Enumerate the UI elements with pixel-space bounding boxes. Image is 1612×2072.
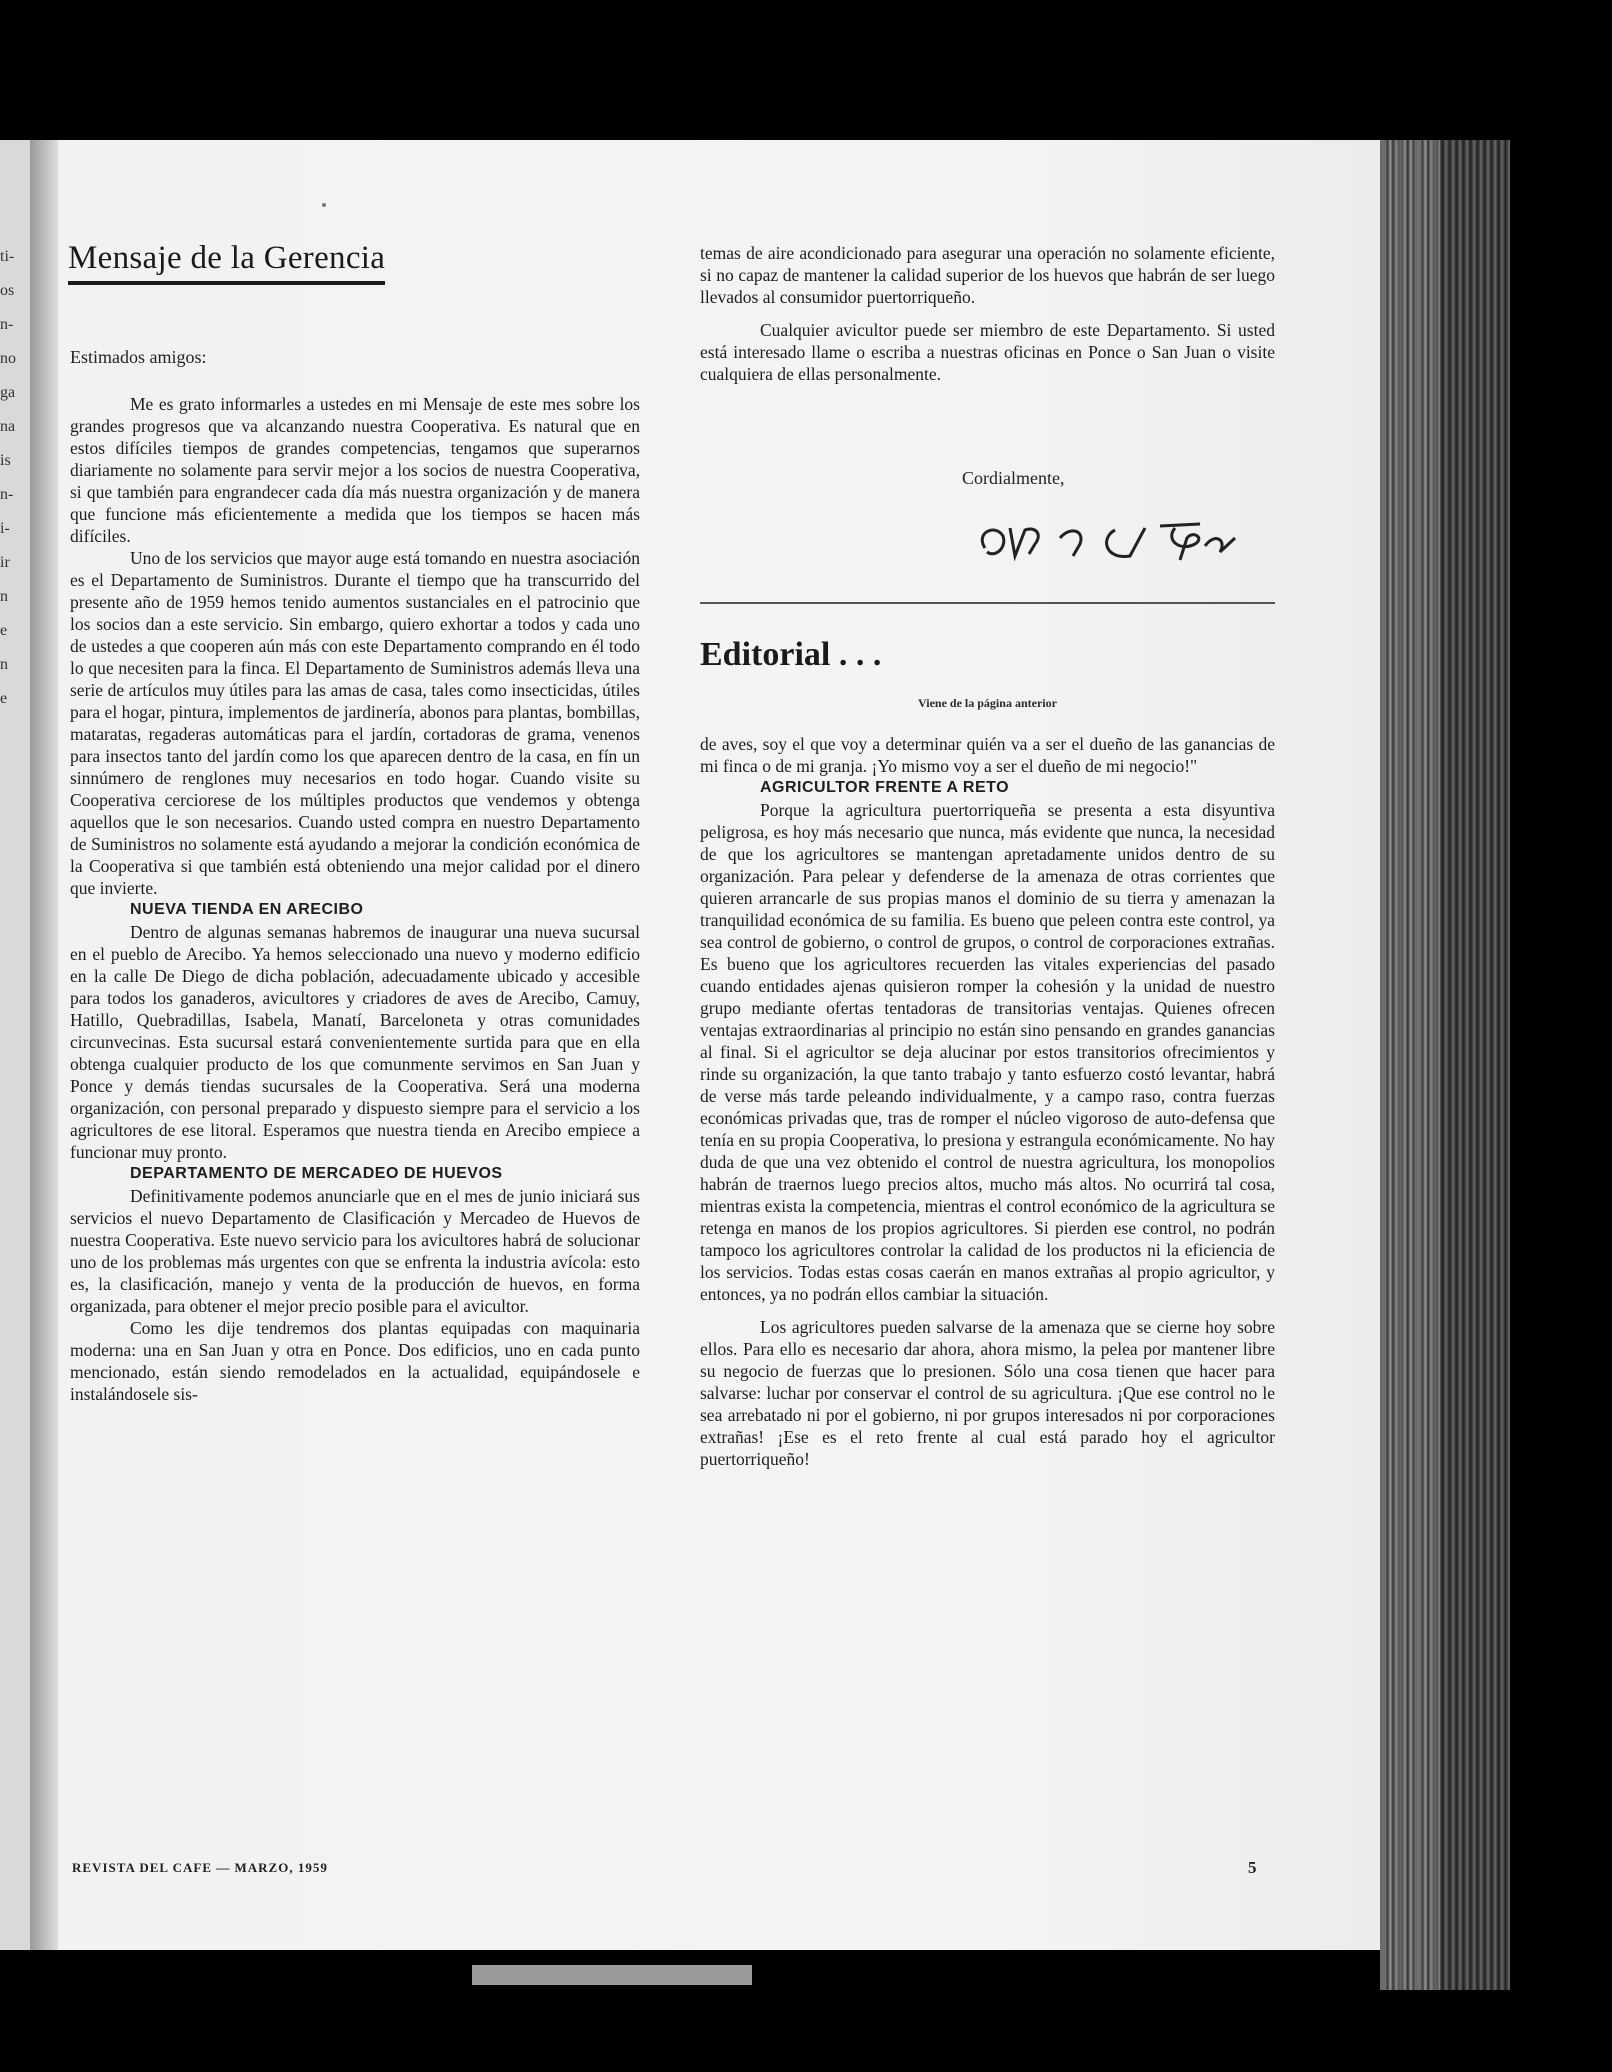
continued-note: Viene de la página anterior [918, 696, 1057, 710]
fragment: e [0, 622, 8, 639]
bottom-tab [472, 1965, 752, 1985]
fragment: n- [0, 316, 14, 333]
section-heading-agricultor-reto: AGRICULTOR FRENTE A RETO [760, 779, 1010, 796]
paragraph: Los agricultores pueden salvarse de la amenaza que se cierne hoy sobre ellos. Para ello es necesario dar ahora, ahora mismo, la pelea por mantener libre su negocio de fuerzas que lo presionen. Sólo una cosa tienen que hacer para salvarse: luchar por conservar el control de su agricultura. ¡Que ese control no le sea arrebatado ni por el gobierno, ni por grupos interesados ni por corporaciones extrañas! ¡Ese es el reto frente al cual está parado hoy el agricultor puertorriqueño! [700, 1317, 1275, 1469]
fragment: e [0, 690, 8, 707]
page-number: 5 [1248, 1858, 1257, 1877]
paragraph: Cualquier avicultor puede ser miembro de este Departamento. Si usted está interesado llame o escriba a nuestras oficinas en Ponce o San Juan o visite cualquiera de ellas personalmente. [700, 320, 1275, 384]
paragraph: Uno de los servicios que mayor auge está tomando en nuestra asociación es el Departamento de Suministros. Durante el tiempo que ha transcurrido del presente año de 1959 hemos tenido aumentos sustanciales en el patrocinio que los socios dan a este servicio. Sin embargo, quiero exhortar a todos y cada uno de ustedes a que cooperen aún más con este Departamento comprando en él todo lo que necesiten para la finca. El Departamento de Suministros además lleva una serie de artículos muy útiles para las amas de casa, tales como insecticidas, útiles para el hogar, pintura, implementos de jardinería, abonos para plantas, bombillas, mataratas, regaderas automáticas para el jardín, cortadoras de grama, venenos para insectos tanto del jardín como los que aparecen dentro de la casa, en fín un sinnúmero de renglones muy necesarios en todo hogar. Cuando visite su Cooperativa cerciorese de los múltiples productos que vendemos y obtenga aquellos que le son necesarios. Cuando usted compra en nuestro Departamento de Suministros no solamente está ayudando a mejorar la condición económica de la Cooperativa si que también está obteniendo una mejor calidad por el dinero que invierte. [70, 548, 640, 898]
fragment: n- [0, 486, 14, 503]
fragment: is [0, 452, 11, 469]
facing-page-edge [0, 140, 30, 1950]
fragment: ir [0, 554, 10, 571]
mensaje-title: Mensaje de la Gerencia [68, 240, 385, 285]
fragment: no [0, 350, 16, 367]
left-column [70, 393, 640, 1405]
fragment: ga [0, 384, 16, 401]
footer-publication: REVISTA DEL CAFE — MARZO, 1959 [72, 1860, 328, 1875]
speck [322, 203, 326, 207]
fragment: na [0, 418, 16, 435]
paragraph: Porque la agricultura puertorriqueña se presenta a esta disyuntiva peligrosa, es hoy más necesario que nunca, más evidente que nunca, la necesidad de que los agricultores se mantengan apretadamente unidos dentro de su organización. Para pelear y defenderse de la amenaza de otras corrientes que quieren arrancarle de sus propias manos el dominio de su tierra y amenazan la tranquilidad económica de su familia. Es bueno que peleen contra este control, ya sea control de gobierno, o control de grupos, o control de corporaciones extrañas. Es bueno que los agricultores recuerden las vitales experiencias del pasado cuando entidades ajenas quisieron romper la cohesión y la unidad de nuestro grupo mediante ofertas tentadoras de transitorias ventajas. Quienes ofrecen ventajas extraordinarias al principio no están sino pensando en grandes ganancias al final. Si el agricultor se deja alucinar por estos transitorios ofrecimientos y rinde su organización, la que tanto trabajo y tanto esfuerzo costó levantar, habrá de verse más tarde peleando individualmente, y a campo raso, contra fuerzas económicas privadas que, tras de romper el núcleo vigoroso de auto-defensa que tenía en su propia Cooperativa, lo presiona y estrangula económicamente. No hay duda de que una vez obtenido el control de nuestra agricultura, los monopolios habrán de traernos luego precios altos, mucho más altos. No ocurrirá tal cosa, mientras exista la competencia, mientras el control económico de la agricultura se retenga en manos de los propios agricultores. Si pierden ese control, no podrán tampoco los agricultores controlar la calidad de los productos ni la eficiencia de los servicios. Todas estas cosas caerán en manos extrañas al propio agricultor, y entonces, ya no podrán ellos cambiar la situación. [700, 800, 1275, 1304]
closing: Cordialmente, [962, 468, 1065, 488]
section-divider [700, 602, 1275, 604]
paragraph: temas de aire acondicionado para asegurar una operación no solamente eficiente, si no capaz de mantener la calidad superior de los huevos que habrán de ser luego llevados al consumidor puertorriqueño. [700, 243, 1275, 307]
paragraph: de aves, soy el que voy a determinar quién va a ser el dueño de las ganancias de mi finca o de mi granja. ¡Yo mismo voy a ser el dueño de mi negocio!" [700, 734, 1275, 776]
fragment: n [0, 656, 8, 673]
paragraph: Como les dije tendremos dos plantas equipadas con maquinaria moderna: una en San Juan y otra en Ponce. Dos edificios, uno en cada punto mencionado, están siendo remodelados en la actualidad, equipándosele e instalándosele sis- [70, 1318, 640, 1404]
signature [965, 508, 1265, 578]
fragment: n [0, 588, 8, 605]
book-page-edges-highlight [1380, 140, 1440, 1990]
page-gutter [30, 140, 58, 1950]
fragment: ti- [0, 248, 15, 265]
paragraph: Definitivamente podemos anunciarle que en el mes de junio iniciará sus servicios el nuevo Departamento de Clasificación y Mercadeo de Huevos de nuestra Cooperativa. Este nuevo servicio para los avicultores habrá de solucionar uno de los problemas más urgentes con que se enfrenta la industria avícola: esto es, la clasificación, manejo y venta de la producción de huevos, en forma organizada, para obtener el mejor precio posible para el avicultor. [70, 1186, 640, 1316]
section-heading-mercadeo-huevos: DEPARTAMENTO DE MERCADEO DE HUEVOS [130, 1165, 503, 1182]
right-column-editorial [700, 733, 1275, 1470]
paragraph: Me es grato informarles a ustedes en mi Mensaje de este mes sobre los grandes progresos que va alcanzando nuestra Cooperativa. Es natural que en estos difíciles tiempos de grandes competencias, tengamos que superarnos diariamente no solamente para servir mejor a los socios de nuestra Cooperativa, si que también para engrandecer cada día más nuestra organización y de manera que funcione más eficientemente a medida que los tiempos se hacen más difíciles. [70, 394, 640, 546]
section-heading-nueva-tienda: NUEVA TIENDA EN ARECIBO [130, 901, 364, 918]
editorial-title: Editorial . . . [700, 636, 882, 673]
fragment: i- [0, 520, 10, 537]
greeting: Estimados amigos: [70, 347, 207, 367]
fragment: os [0, 282, 15, 299]
facing-page-fragments [0, 240, 30, 716]
paragraph: Dentro de algunas semanas habremos de inaugurar una nueva sucursal en el pueblo de Arecibo. Ya hemos seleccionado una nuevo y moderno edificio en la calle De Diego de dicha población, adecuadamente ubicado y accesible para todos los ganaderos, avicultores y criadores de aves de Arecibo, Camuy, Hatillo, Quebradillas, Isabela, Manatí, Barceloneta y otras comunidades circunvecinas. Esta sucursal estará convenientemente surtida para que en ella obtenga cualquier producto de los que comunmente servimos en San Juan y Ponce y demás tiendas sucursales de la Cooperativa. Será una moderna organización, con personal preparado y dispuesto siempre para el servicio a los agricultores de ese litoral. Esperamos que nuestra tienda en Arecibo empiece a funcionar muy pronto. [70, 922, 640, 1162]
right-column-top [700, 242, 1275, 385]
